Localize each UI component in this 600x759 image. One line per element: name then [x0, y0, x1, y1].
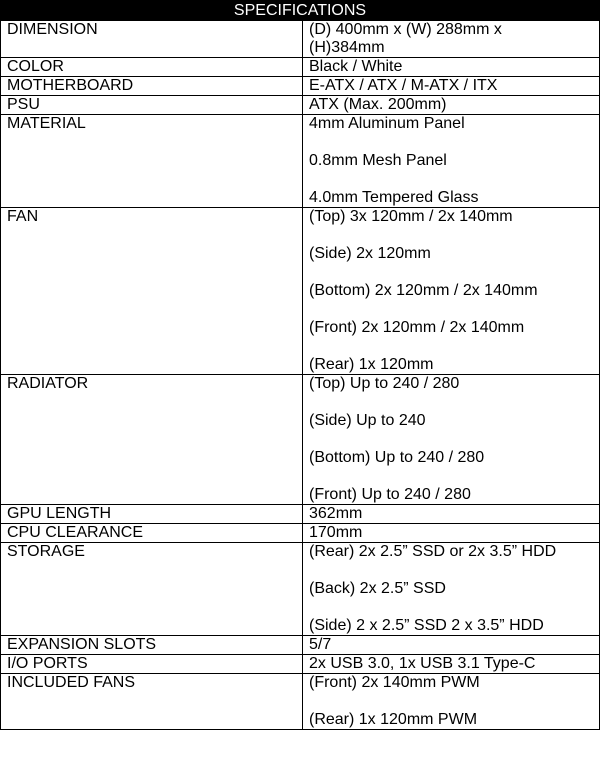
- line-gap: [309, 337, 599, 356]
- spec-value: [303, 21, 600, 58]
- spec-label: COLOR: [1, 58, 303, 77]
- spec-value: [303, 115, 600, 208]
- table-row: [1, 543, 600, 636]
- spec-label: DIMENSION: [1, 21, 303, 58]
- spec-value-line: (Top) 3x 120mm / 2x 140mm: [309, 208, 513, 225]
- spec-value-line: (D) 400mm x (W) 288mm x: [309, 21, 502, 38]
- spec-value: [303, 655, 600, 674]
- line-gap: [309, 133, 599, 152]
- spec-label: I/O PORTS: [1, 655, 303, 674]
- spec-value: [303, 77, 600, 96]
- spec-value: [303, 208, 600, 375]
- table-row: [1, 655, 600, 674]
- spec-value: [303, 505, 600, 524]
- table-row: [1, 58, 600, 77]
- table-row: [1, 77, 600, 96]
- spec-value-line: (Rear) 2x 2.5” SSD or 2x 3.5” HDD: [309, 543, 557, 560]
- spec-value-line: (Back) 2x 2.5” SSD: [309, 580, 446, 597]
- spec-value-line: 0.8mm Mesh Panel: [309, 152, 447, 169]
- table-row: [1, 674, 600, 730]
- spec-value-line: 2x USB 3.0, 1x USB 3.1 Type-C: [309, 655, 536, 672]
- spec-label: INCLUDED FANS: [1, 674, 303, 730]
- table-header-row: [1, 1, 600, 21]
- table-row: [1, 375, 600, 505]
- line-gap: [309, 561, 599, 580]
- line-gap: [309, 263, 599, 282]
- spec-value-line: 4.0mm Tempered Glass: [309, 189, 479, 206]
- spec-label: MOTHERBOARD: [1, 77, 303, 96]
- spec-value-line: (Front) Up to 240 / 280: [309, 486, 471, 503]
- spec-label: RADIATOR: [1, 375, 303, 505]
- spec-value: [303, 636, 600, 655]
- line-gap: [309, 170, 599, 189]
- table-row: [1, 96, 600, 115]
- spec-label: FAN: [1, 208, 303, 375]
- table-row: [1, 505, 600, 524]
- spec-value-line: (Bottom) 2x 120mm / 2x 140mm: [309, 282, 538, 299]
- spec-value-line: (H)384mm: [309, 39, 385, 56]
- spec-value: [303, 375, 600, 505]
- line-gap: [309, 467, 599, 486]
- table-row: [1, 208, 600, 375]
- table-row: [1, 21, 600, 58]
- line-gap: [309, 692, 599, 711]
- table-row: [1, 115, 600, 208]
- line-gap: [309, 300, 599, 319]
- line-gap: [309, 393, 599, 412]
- spec-value: [303, 96, 600, 115]
- spec-value-line: (Side) Up to 240: [309, 412, 426, 429]
- table-row: [1, 524, 600, 543]
- spec-label: STORAGE: [1, 543, 303, 636]
- spec-value-line: ATX (Max. 200mm): [309, 96, 447, 113]
- spec-value: [303, 543, 600, 636]
- spec-label: EXPANSION SLOTS: [1, 636, 303, 655]
- line-gap: [309, 226, 599, 245]
- spec-value-line: 5/7: [309, 636, 332, 653]
- spec-value-line: (Bottom) Up to 240 / 280: [309, 449, 485, 466]
- spec-value-line: (Front) 2x 120mm / 2x 140mm: [309, 319, 525, 336]
- spec-value-line: 170mm: [309, 524, 363, 541]
- spec-value: [303, 58, 600, 77]
- line-gap: [309, 430, 599, 449]
- spec-value-line: (Front) 2x 140mm PWM: [309, 674, 480, 691]
- spec-value-line: (Rear) 1x 120mm: [309, 356, 434, 373]
- spec-label: GPU LENGTH: [1, 505, 303, 524]
- spec-value-line: 4mm Aluminum Panel: [309, 115, 465, 132]
- table-row: [1, 636, 600, 655]
- spec-value-line: (Top) Up to 240 / 280: [309, 375, 460, 392]
- spec-value-line: E-ATX / ATX / M-ATX / ITX: [309, 77, 498, 94]
- spec-value-line: 362mm: [309, 505, 363, 522]
- spec-label: MATERIAL: [1, 115, 303, 208]
- spec-value-line: (Side) 2x 120mm: [309, 245, 431, 262]
- line-gap: [309, 598, 599, 617]
- table-title: SPECIFICATIONS: [1, 1, 600, 21]
- spec-value-line: Black / White: [309, 58, 403, 75]
- spec-label: CPU CLEARANCE: [1, 524, 303, 543]
- spec-label: PSU: [1, 96, 303, 115]
- spec-value-line: (Rear) 1x 120mm PWM: [309, 711, 478, 728]
- spec-value: [303, 674, 600, 730]
- spec-value: [303, 524, 600, 543]
- spec-value-line: (Side) 2 x 2.5” SSD 2 x 3.5” HDD: [309, 617, 544, 634]
- table-body: [1, 21, 600, 730]
